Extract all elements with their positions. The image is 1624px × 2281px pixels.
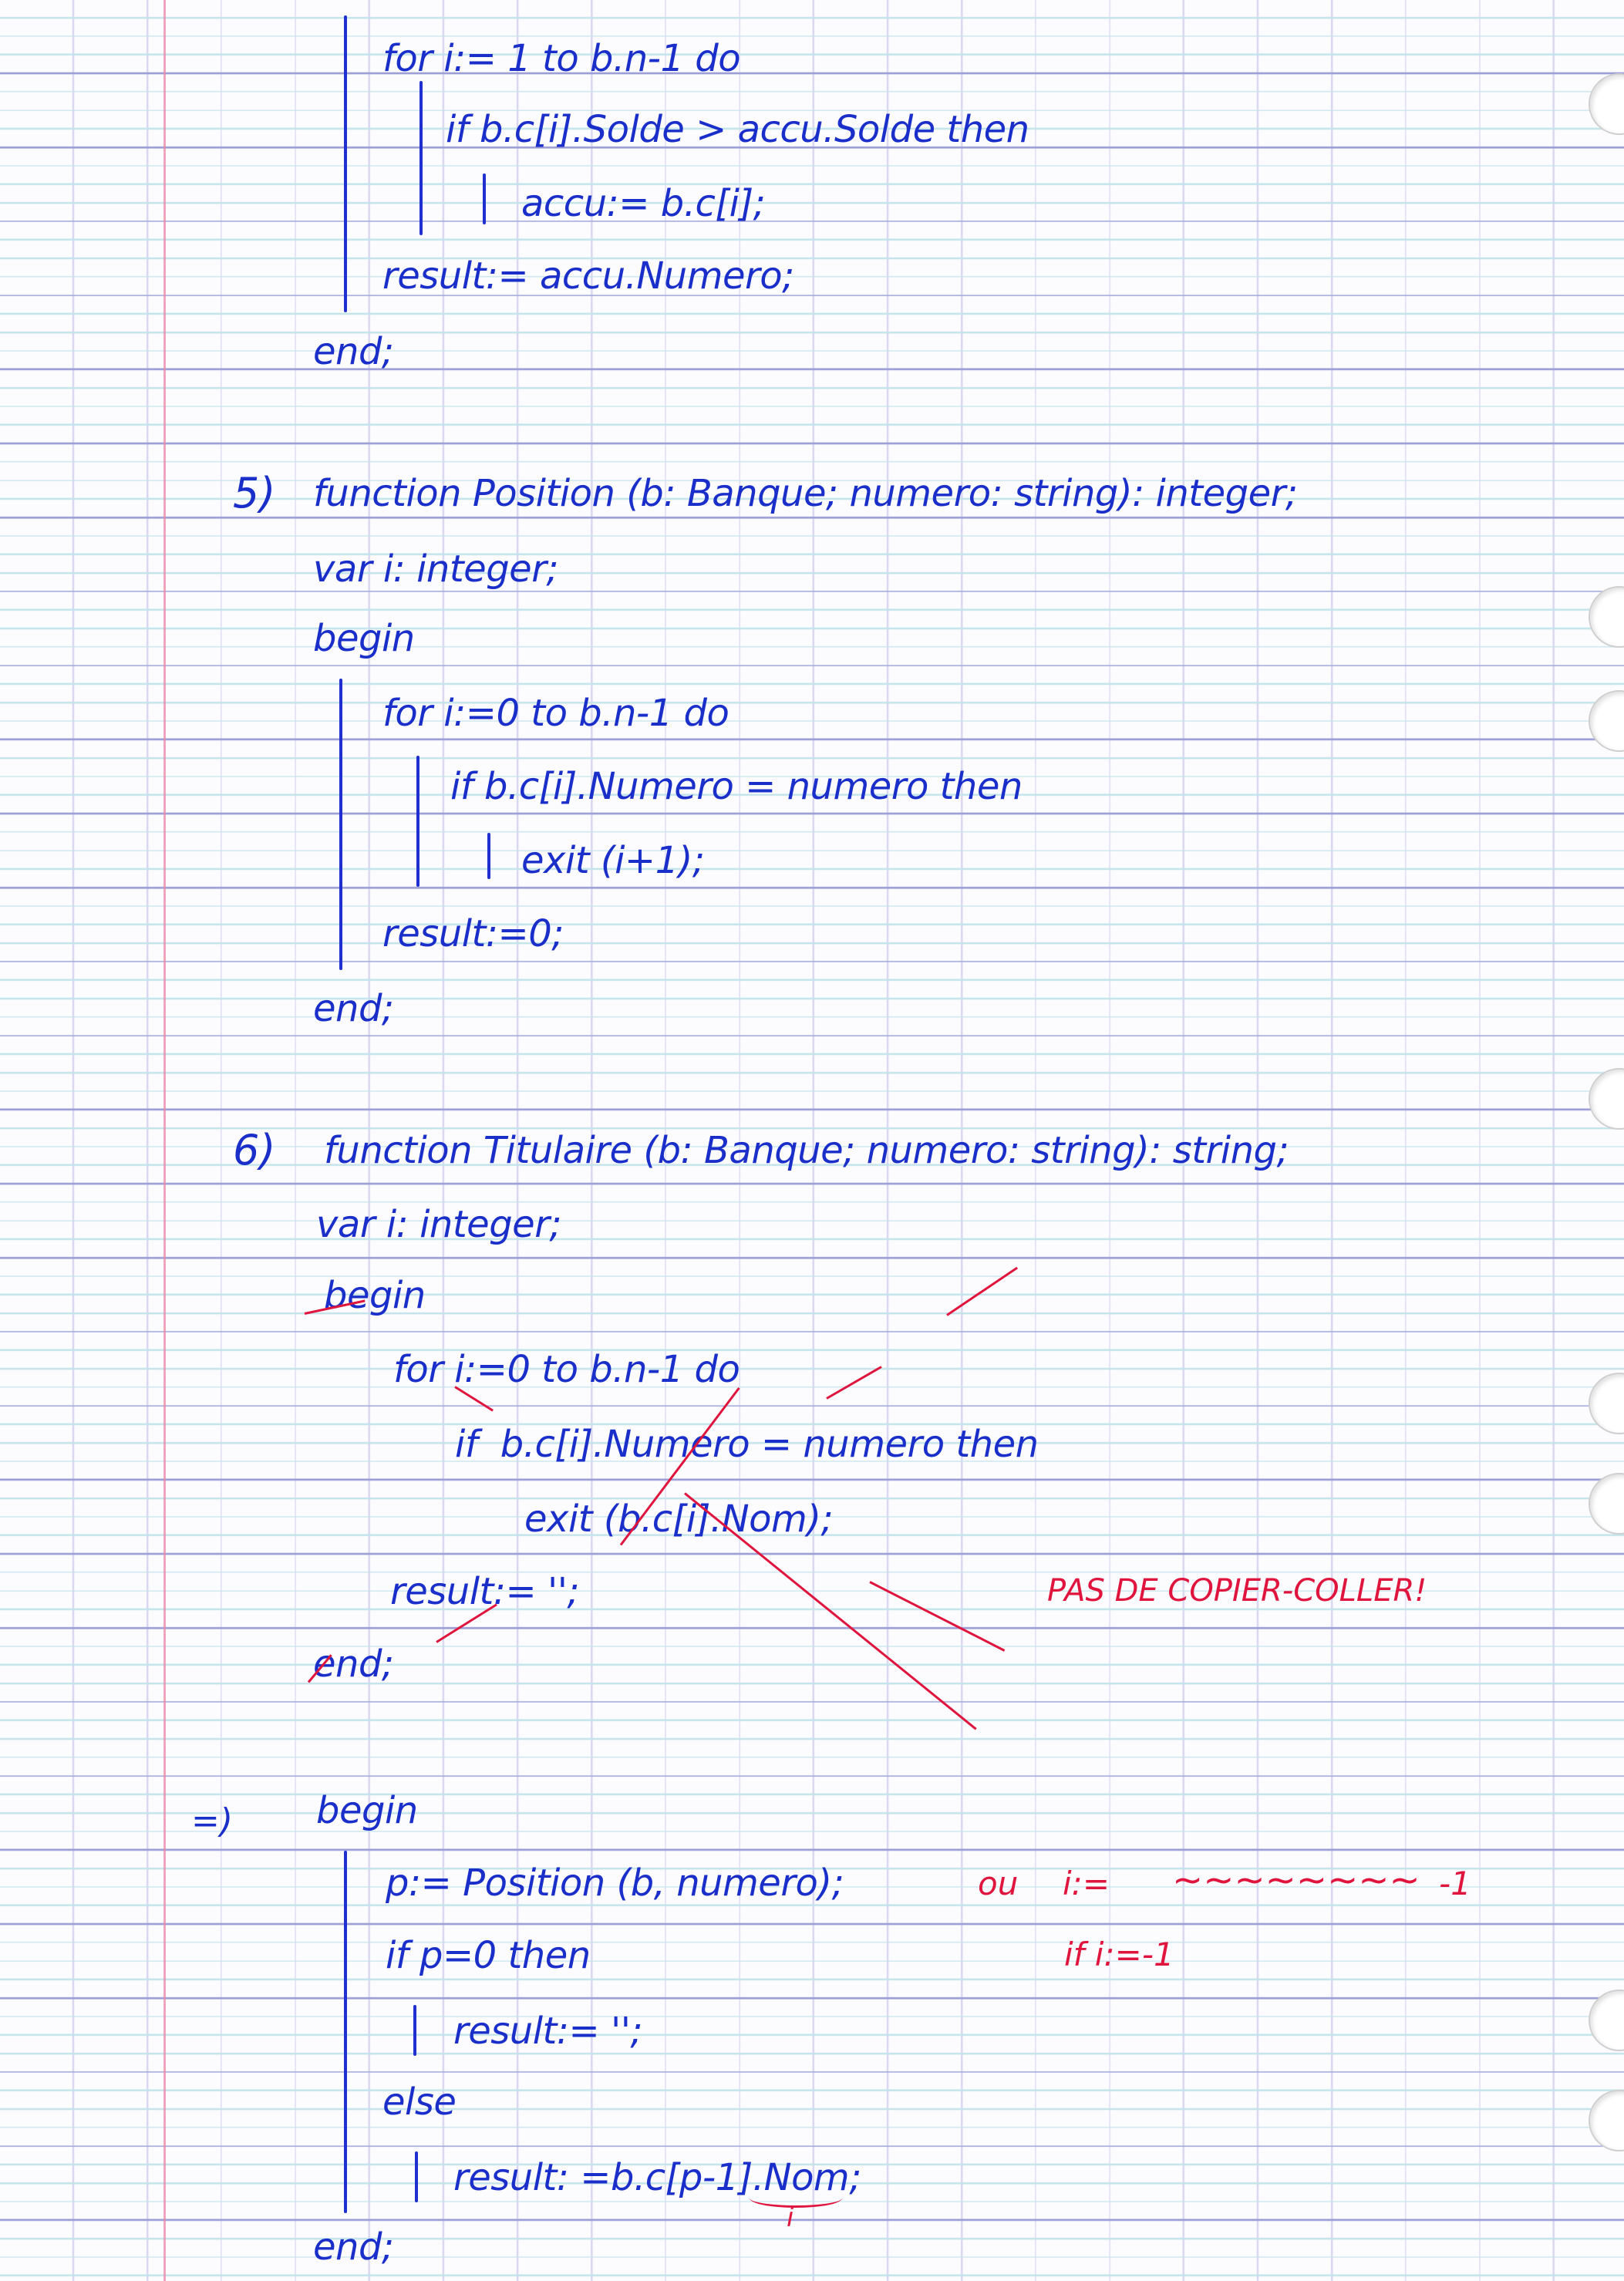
binder-hole [1589, 586, 1624, 648]
annotation-if-condition: if i:=-1 [1064, 1936, 1174, 1973]
code-line: if b.c[i].Numero = numero then [455, 1423, 1039, 1466]
var-declaration: var i: integer; [316, 1203, 562, 1246]
code-line: exit (b.c[i].Nom); [524, 1498, 834, 1541]
code-line: exit (i+1); [521, 839, 705, 882]
code-line: if p=0 then [386, 1934, 591, 1977]
strike-mark [826, 1366, 882, 1400]
end-keyword: end; [313, 987, 394, 1030]
code-line: result:= ''; [390, 1570, 580, 1613]
binder-hole [1589, 1373, 1624, 1434]
arrow-marker: =) [191, 1801, 234, 1841]
code-line: result:= accu.Numero; [382, 254, 794, 298]
block-bar [415, 2151, 418, 2202]
annotation-ou: ou [978, 1865, 1019, 1902]
annotation-assign: i:= [1063, 1865, 1110, 1902]
strike-mark [869, 1581, 1005, 1652]
code-line: else [382, 2081, 457, 2124]
binder-hole [1589, 690, 1624, 752]
binder-hole [1589, 1473, 1624, 1535]
block-bar [416, 756, 419, 887]
code-line: for i:=0 to b.n-1 do [382, 692, 729, 735]
correction-note: PAS DE COPIER-COLLER! [1047, 1573, 1427, 1609]
code-line: result:= ''; [453, 2010, 643, 2053]
begin-keyword: begin [313, 617, 415, 660]
end-keyword: end; [313, 1643, 394, 1686]
margin-line [163, 0, 166, 2281]
begin-keyword: begin [324, 1274, 426, 1317]
binder-hole [1589, 73, 1624, 135]
binder-hole [1589, 2090, 1624, 2151]
question-number: 6) [233, 1126, 276, 1174]
var-declaration: var i: integer; [313, 548, 559, 591]
begin-keyword: begin [316, 1789, 418, 1832]
block-bar [413, 2005, 416, 2056]
function-header: function Titulaire (b: Banque; numero: string): string; [324, 1129, 1289, 1172]
block-bar [339, 679, 342, 970]
code-line: for i:=0 to b.n-1 do [393, 1348, 740, 1391]
code-line: p:= Position (b, numero); [386, 1862, 844, 1905]
block-bar [487, 833, 490, 879]
code-line: accu:= b.c[i]; [521, 182, 766, 225]
code-line: result:=0; [382, 912, 564, 955]
binder-hole [1589, 1068, 1624, 1130]
block-bar [419, 81, 423, 235]
block-bar [344, 15, 347, 312]
end-keyword: end; [313, 2225, 394, 2269]
code-line: for i:= 1 to b.n-1 do [382, 37, 741, 80]
code-line: if b.c[i].Solde > accu.Solde then [446, 108, 1029, 151]
strike-mark [946, 1267, 1018, 1316]
code-line: if b.c[i].Numero = numero then [450, 765, 1023, 808]
block-bar [483, 174, 486, 224]
annotation-index: i [787, 2202, 794, 2233]
binder-hole [1589, 1990, 1624, 2051]
code-line: result: =b.c[p-1].Nom; [453, 2156, 861, 2199]
block-bar [344, 1851, 347, 2213]
annotation-minus-one: -1 [1439, 1865, 1471, 1902]
annotation-squiggle: ~~~~~~~~ [1172, 1858, 1420, 1902]
underbrace [750, 2188, 842, 2208]
question-number: 5) [233, 469, 276, 517]
function-header: function Position (b: Banque; numero: string): integer; [313, 472, 1298, 515]
code-line: end; [313, 330, 394, 373]
